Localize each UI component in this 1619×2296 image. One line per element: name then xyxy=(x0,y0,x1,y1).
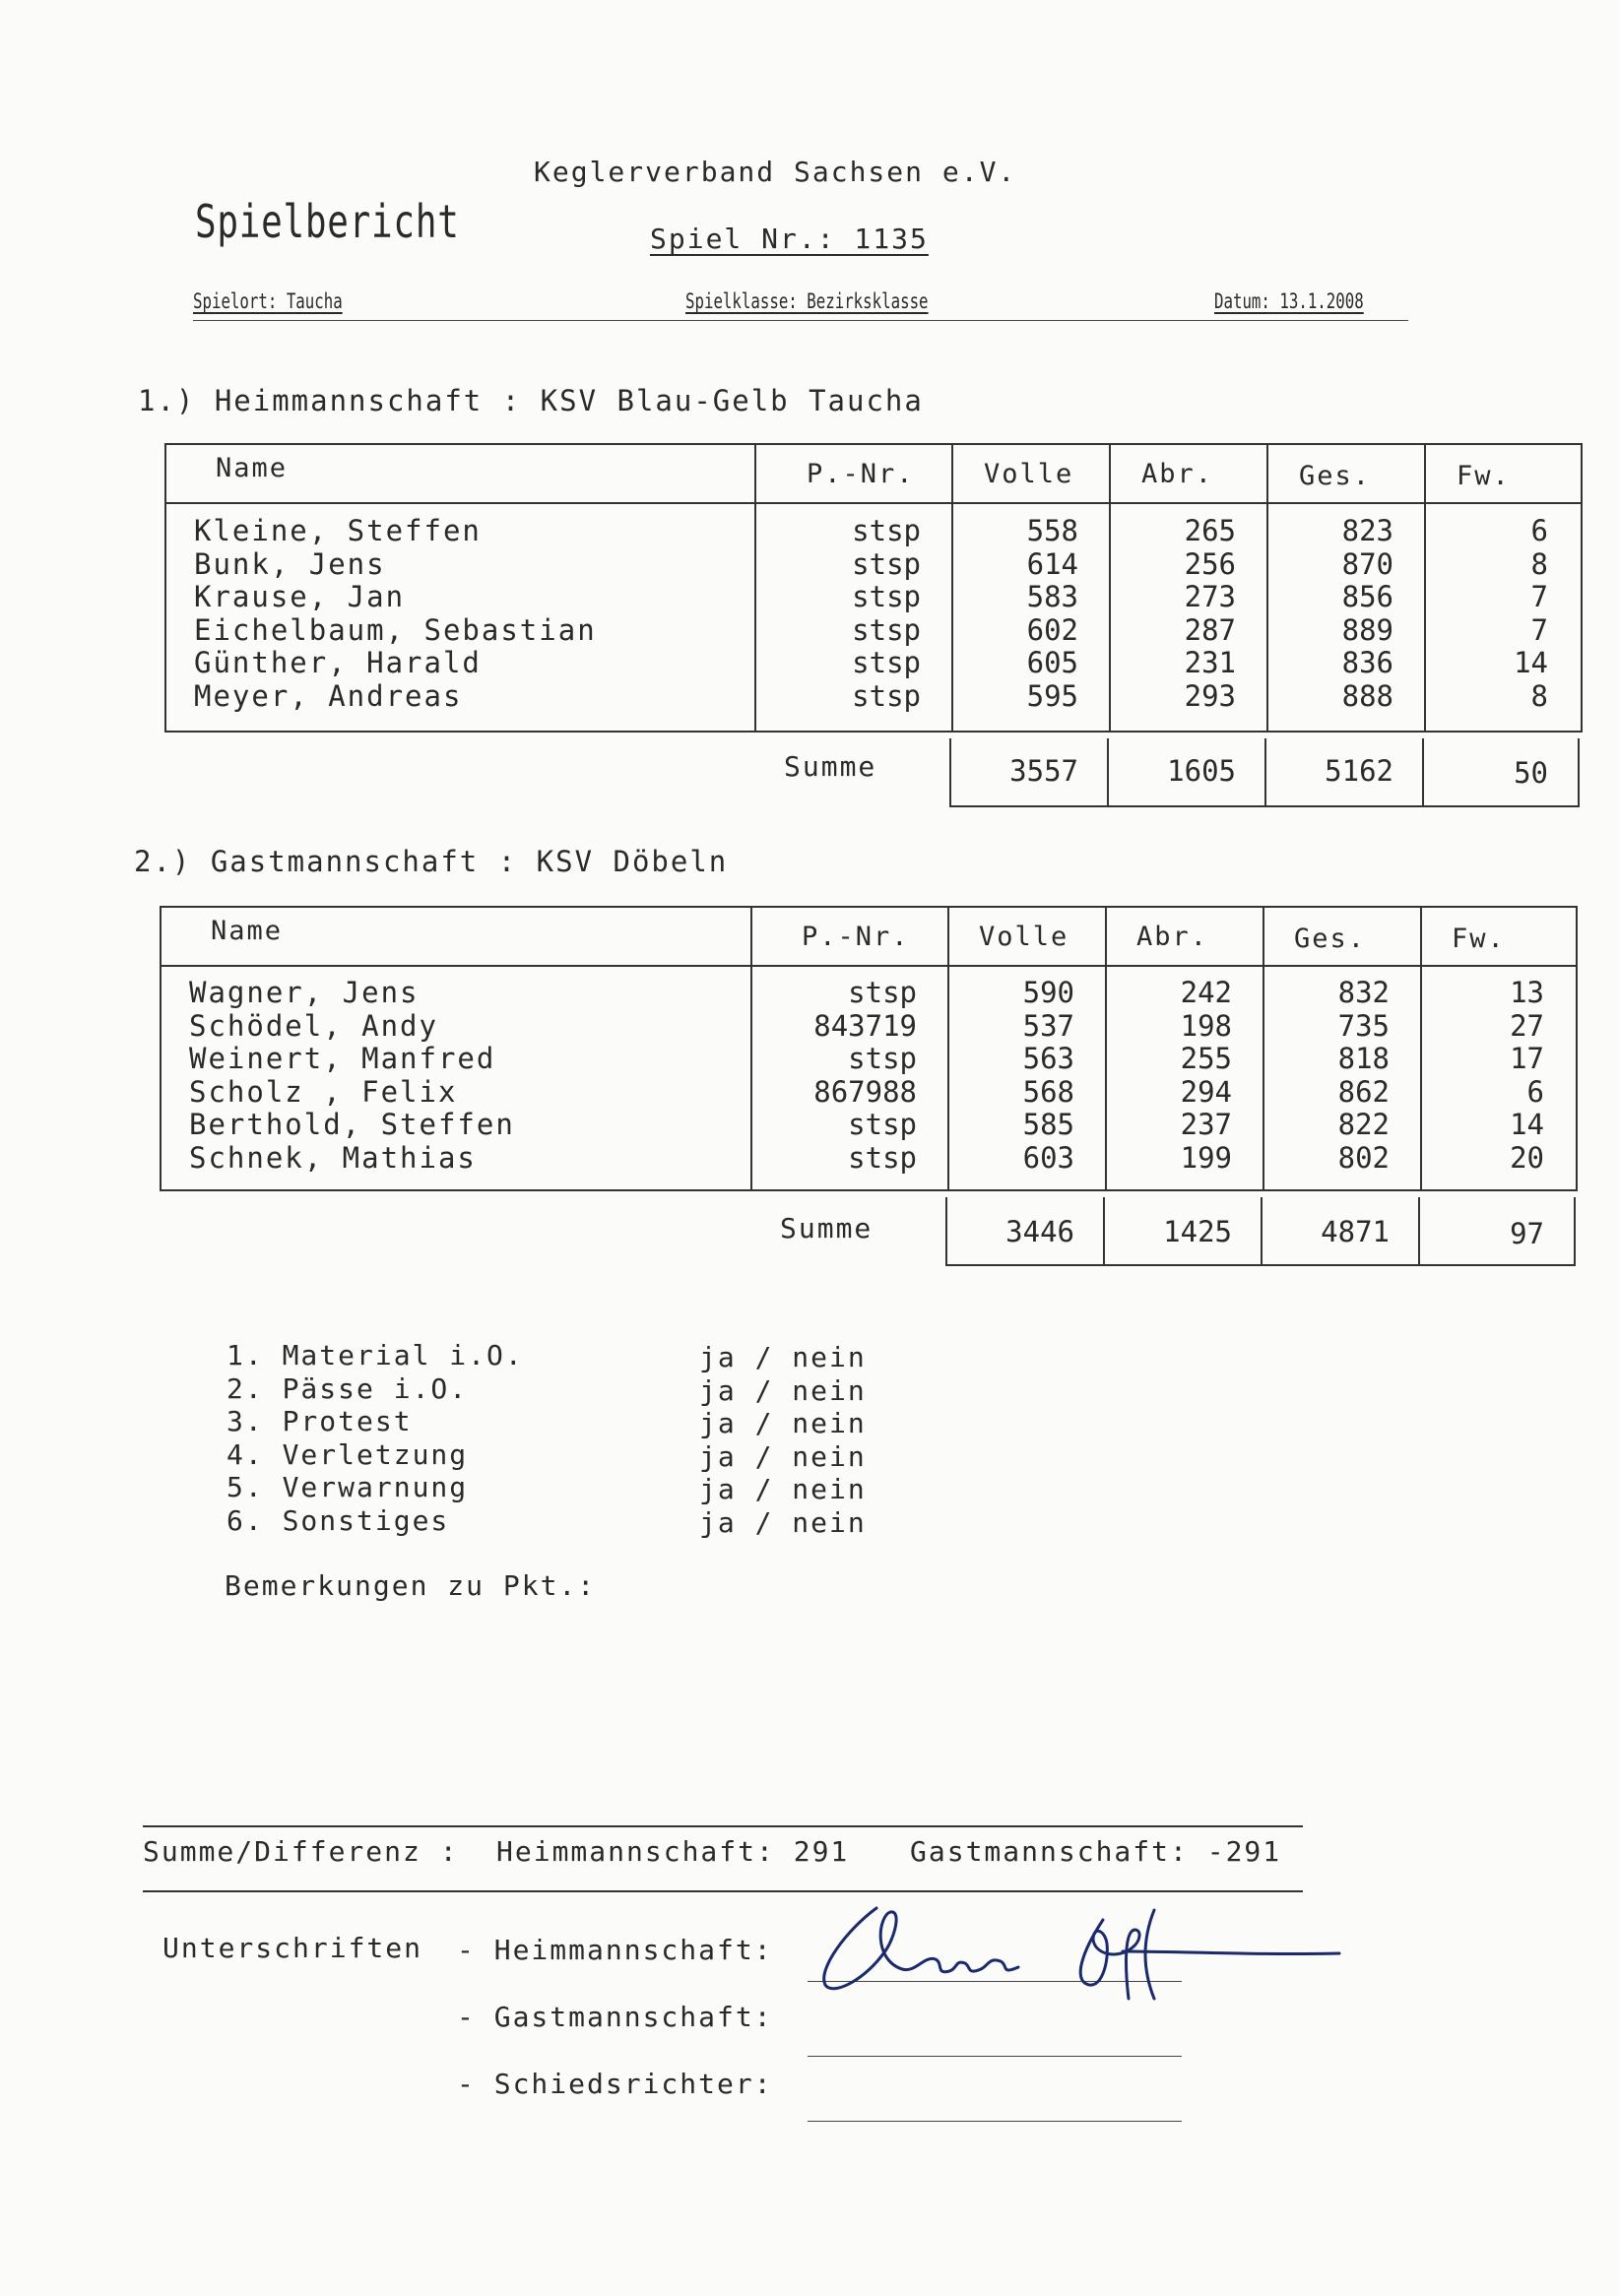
cell-fw: 17 xyxy=(1510,1042,1544,1075)
cell-name: Meyer, Andreas xyxy=(194,678,463,713)
cell-abr: 198 xyxy=(1180,1008,1232,1043)
cell-ges: 862 xyxy=(1337,1074,1390,1109)
cell-pnr: stsp xyxy=(852,514,921,547)
summary-top-line xyxy=(143,1825,1303,1827)
cell-fw: 8 xyxy=(1530,546,1548,581)
home-sum-fw: 50 xyxy=(1514,756,1548,790)
cell-name: Wagner, Jens xyxy=(189,976,420,1009)
cell-volle: 603 xyxy=(1022,1140,1074,1175)
checklist-item-answer: ja / nein xyxy=(699,1473,867,1505)
cell-volle: 590 xyxy=(1022,976,1074,1009)
home-sum-volle: 3557 xyxy=(1009,754,1078,788)
cell-ges: 870 xyxy=(1341,546,1393,581)
home-sum-ges: 5162 xyxy=(1325,754,1393,788)
checklist-item-answer: ja / nein xyxy=(699,1505,867,1539)
checklist-item-label: 1. Material i.O. xyxy=(227,1339,524,1371)
cell-abr: 256 xyxy=(1184,546,1236,581)
cell-pnr: stsp xyxy=(848,1140,917,1175)
cell-fw: 20 xyxy=(1510,1140,1544,1175)
cell-ges: 832 xyxy=(1337,976,1390,1009)
guest-team-title: 2.) Gastmannschaft : KSV Döbeln xyxy=(134,845,729,878)
summary-label: Summe/Differenz : xyxy=(143,1835,459,1868)
home-team-title: 1.) Heimmannschaft : KSV Blau-Gelb Taucha xyxy=(138,384,924,417)
col-abr: Abr. xyxy=(1136,922,1209,952)
cell-abr: 273 xyxy=(1184,580,1236,613)
cell-volle: 614 xyxy=(1026,546,1078,581)
cell-pnr: stsp xyxy=(848,1042,917,1075)
home-sum-label: Summe xyxy=(784,750,877,783)
cell-fw: 7 xyxy=(1530,612,1548,647)
cell-name: Kleine, Steffen xyxy=(194,514,482,547)
cell-name: Bunk, Jens xyxy=(194,546,386,581)
cell-volle: 585 xyxy=(1022,1108,1074,1141)
cell-ges: 836 xyxy=(1341,646,1393,679)
col-volle: Volle xyxy=(979,922,1069,952)
checklist-item-answer: ja / nein xyxy=(699,1373,867,1407)
col-ges: Ges. xyxy=(1299,461,1372,491)
cell-volle: 605 xyxy=(1026,646,1078,679)
cell-pnr: stsp xyxy=(852,678,921,713)
guest-sum-fw: 97 xyxy=(1510,1217,1544,1250)
cell-pnr: 843719 xyxy=(813,1008,917,1043)
cell-abr: 231 xyxy=(1184,646,1236,679)
cell-ges: 856 xyxy=(1341,580,1393,613)
cell-name: Schnek, Mathias xyxy=(189,1140,477,1175)
cell-ges: 888 xyxy=(1341,678,1393,713)
signature-referee-label: - Schiedsrichter: xyxy=(457,2068,773,2100)
cell-volle: 558 xyxy=(1026,514,1078,547)
cell-fw: 8 xyxy=(1530,678,1548,713)
signatures-label: Unterschriften xyxy=(162,1932,423,1964)
cell-abr: 265 xyxy=(1184,514,1236,547)
cell-volle: 537 xyxy=(1022,1008,1074,1043)
signature-guest-line xyxy=(808,2056,1182,2057)
col-ges: Ges. xyxy=(1294,924,1367,954)
header-divider xyxy=(193,320,1408,321)
cell-abr: 287 xyxy=(1184,612,1236,647)
cell-ges: 823 xyxy=(1341,514,1393,547)
cell-fw: 6 xyxy=(1530,514,1548,547)
guest-sum-volle: 3446 xyxy=(1005,1215,1074,1248)
checklist-item-answer: ja / nein xyxy=(699,1439,867,1473)
guest-sum-label: Summe xyxy=(780,1212,874,1244)
cell-name: Günther, Harald xyxy=(194,646,482,679)
checklist-item-label: 3. Protest xyxy=(227,1405,413,1437)
col-fw: Fw. xyxy=(1457,461,1511,491)
cell-name: Eichelbaum, Sebastian xyxy=(194,612,597,647)
cell-pnr: stsp xyxy=(848,1108,917,1141)
cell-name: Weinert, Manfred xyxy=(189,1042,496,1075)
signature-home-label: - Heimmannschaft: xyxy=(457,1934,773,1966)
col-pnr: P.-Nr. xyxy=(807,459,915,489)
cell-ges: 818 xyxy=(1337,1042,1390,1075)
cell-fw: 27 xyxy=(1510,1008,1544,1043)
signature-guest-label: - Gastmannschaft: xyxy=(457,2001,773,2033)
cell-abr: 293 xyxy=(1184,678,1236,713)
cell-fw: 14 xyxy=(1514,646,1548,679)
cell-volle: 595 xyxy=(1026,678,1078,713)
cell-fw: 6 xyxy=(1526,1074,1544,1109)
col-volle: Volle xyxy=(984,459,1074,489)
game-class: Spielklasse: Bezirksklasse xyxy=(685,289,929,313)
checklist-item-label: 4. Verletzung xyxy=(227,1437,469,1471)
signature-referee-line xyxy=(808,2121,1182,2122)
cell-fw: 14 xyxy=(1510,1108,1544,1141)
remarks-label: Bemerkungen zu Pkt.: xyxy=(225,1569,597,1602)
cell-pnr: stsp xyxy=(848,976,917,1009)
cell-volle: 568 xyxy=(1022,1074,1074,1109)
cell-pnr: stsp xyxy=(852,546,921,581)
cell-abr: 255 xyxy=(1180,1042,1232,1075)
game-number: Spiel Nr.: 1135 xyxy=(650,223,929,255)
cell-fw: 13 xyxy=(1510,976,1544,1009)
cell-ges: 735 xyxy=(1337,1008,1390,1043)
col-name: Name xyxy=(211,916,284,946)
cell-ges: 802 xyxy=(1337,1140,1390,1175)
cell-pnr: 867988 xyxy=(813,1074,917,1109)
cell-fw: 7 xyxy=(1530,580,1548,613)
cell-pnr: stsp xyxy=(852,580,921,613)
checklist-item-label: 2. Pässe i.O. xyxy=(227,1371,469,1405)
cell-pnr: stsp xyxy=(852,612,921,647)
col-fw: Fw. xyxy=(1452,924,1506,954)
cell-abr: 242 xyxy=(1180,976,1232,1009)
cell-pnr: stsp xyxy=(852,646,921,679)
handwritten-signature xyxy=(808,1890,1359,2009)
cell-volle: 583 xyxy=(1026,580,1078,613)
cell-volle: 602 xyxy=(1026,612,1078,647)
cell-name: Scholz , Felix xyxy=(189,1074,458,1109)
col-pnr: P.-Nr. xyxy=(802,922,910,952)
checklist-item-label: 6. Sonstiges xyxy=(227,1503,450,1537)
cell-name: Berthold, Steffen xyxy=(189,1108,515,1141)
cell-ges: 822 xyxy=(1337,1108,1390,1141)
checklist-item-answer: ja / nein xyxy=(699,1341,867,1373)
report-title: Spielbericht xyxy=(195,195,460,248)
cell-volle: 563 xyxy=(1022,1042,1074,1075)
guest-sum-abr: 1425 xyxy=(1163,1215,1232,1248)
cell-name: Krause, Jan xyxy=(194,580,406,613)
cell-name: Schödel, Andy xyxy=(189,1008,438,1043)
summary-home: Heimmannschaft: 291 xyxy=(496,1835,850,1868)
venue: Spielort: Taucha xyxy=(193,289,343,313)
col-abr: Abr. xyxy=(1141,459,1214,489)
cell-abr: 294 xyxy=(1180,1074,1232,1109)
organization-name: Keglerverband Sachsen e.V. xyxy=(534,156,1017,188)
checklist-item-answer: ja / nein xyxy=(699,1407,867,1439)
cell-ges: 889 xyxy=(1341,612,1393,647)
cell-abr: 237 xyxy=(1180,1108,1232,1141)
checklist-item-label: 5. Verwarnung xyxy=(227,1471,469,1503)
guest-sum-ges: 4871 xyxy=(1321,1215,1390,1248)
game-date: Datum: 13.1.2008 xyxy=(1214,289,1364,313)
summary-guest: Gastmannschaft: -291 xyxy=(910,1835,1282,1868)
home-sum-abr: 1605 xyxy=(1167,754,1236,788)
col-name: Name xyxy=(216,453,289,483)
cell-abr: 199 xyxy=(1180,1140,1232,1175)
